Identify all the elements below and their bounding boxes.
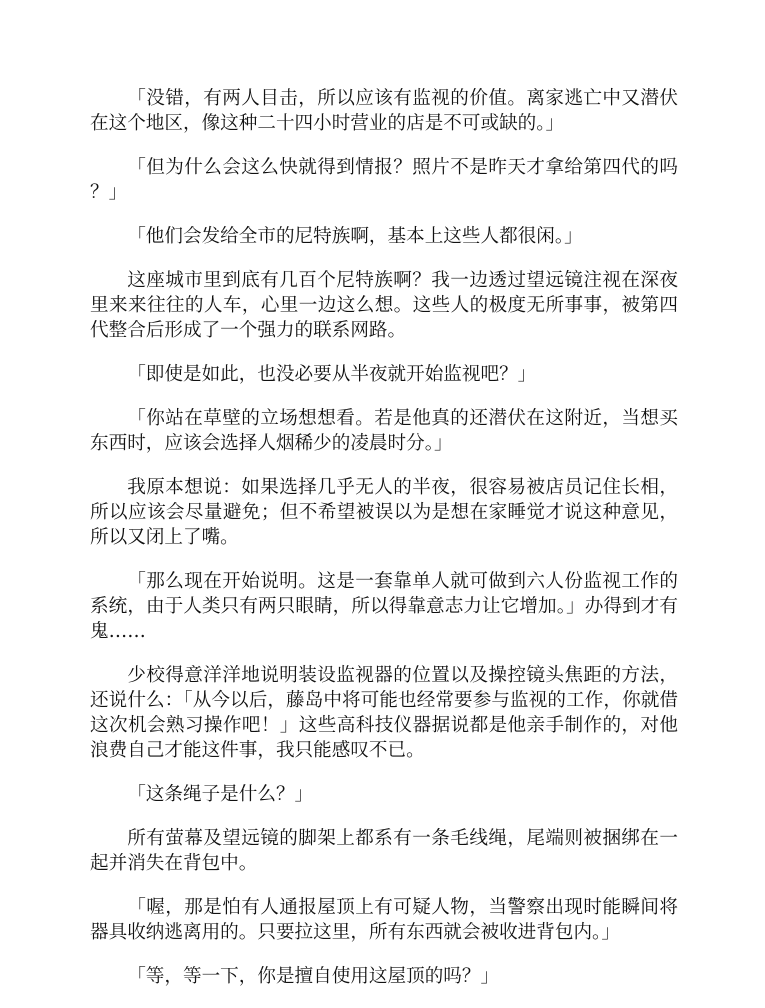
- paragraph: 我原本想说：如果选择几乎无人的半夜，很容易被店员记住长相，所以应该会尽量避免；但不希望被误以为是想在家睡觉才说这种意见，所以又闭上了嘴。: [90, 477, 678, 548]
- page-text: [90, 86, 678, 1008]
- paragraph: 「但为什么会这么快就得到情报？照片不是昨天才拿给第四代的吗？」: [90, 157, 678, 203]
- paragraph: 「这条绳子是什么？」: [127, 784, 314, 805]
- paragraph: 所有萤幕及望远镜的脚架上都系有一条毛线绳，尾端则被捆绑在一起并消失在背包中。: [90, 828, 678, 874]
- paragraph: 这座城市里到底有几百个尼特族啊？我一边透过望远镜注视在深夜里来来往往的人车，心里一边这么想。这些人的极度无所事事，被第四代整合后形成了一个强力的联系网路。: [90, 270, 678, 341]
- paragraph: 「你站在草壁的立场想想看。若是他真的还潜伏在这附近，当想买东西时，应该会选择人烟稀少的凌晨时分。」: [90, 408, 678, 454]
- paragraph: 「等，等一下，你是擅自使用这屋顶的吗？」: [127, 966, 500, 987]
- paragraph: 「即使是如此，也没必要从半夜就开始监视吧？」: [127, 364, 537, 385]
- paragraph: 「没错，有两人目击，所以应该有监视的价值。离家逃亡中又潜伏在这个地区，像这种二十四小时营业的店是不可或缺的。」: [90, 88, 678, 134]
- paragraph: 「他们会发给全市的尼特族啊，基本上这些人都很闲。」: [127, 226, 583, 247]
- paragraph: 少校得意洋洋地说明装设监视器的位置以及操控镜头焦距的方法，还说什么：「从今以后，藤岛中将可能也经常要参与监视的工作，你就借这次机会熟习操作吧！」这些高科技仪器据说都是他亲手制作的，对他浪费自己才能这件事，我只能感叹不已。: [90, 665, 678, 761]
- paragraph: 「那么现在开始说明。这是一套靠单人就可做到六人份监视工作的系统，由于人类只有两只眼睛，所以得靠意志力让它增加。」办得到才有鬼……: [90, 571, 678, 642]
- paragraph: 「喔，那是怕有人通报屋顶上有可疑人物，当警察出现时能瞬间将器具收纳逃离用的。只要拉这里，所有东西就会被收进背包内。」: [90, 897, 678, 943]
